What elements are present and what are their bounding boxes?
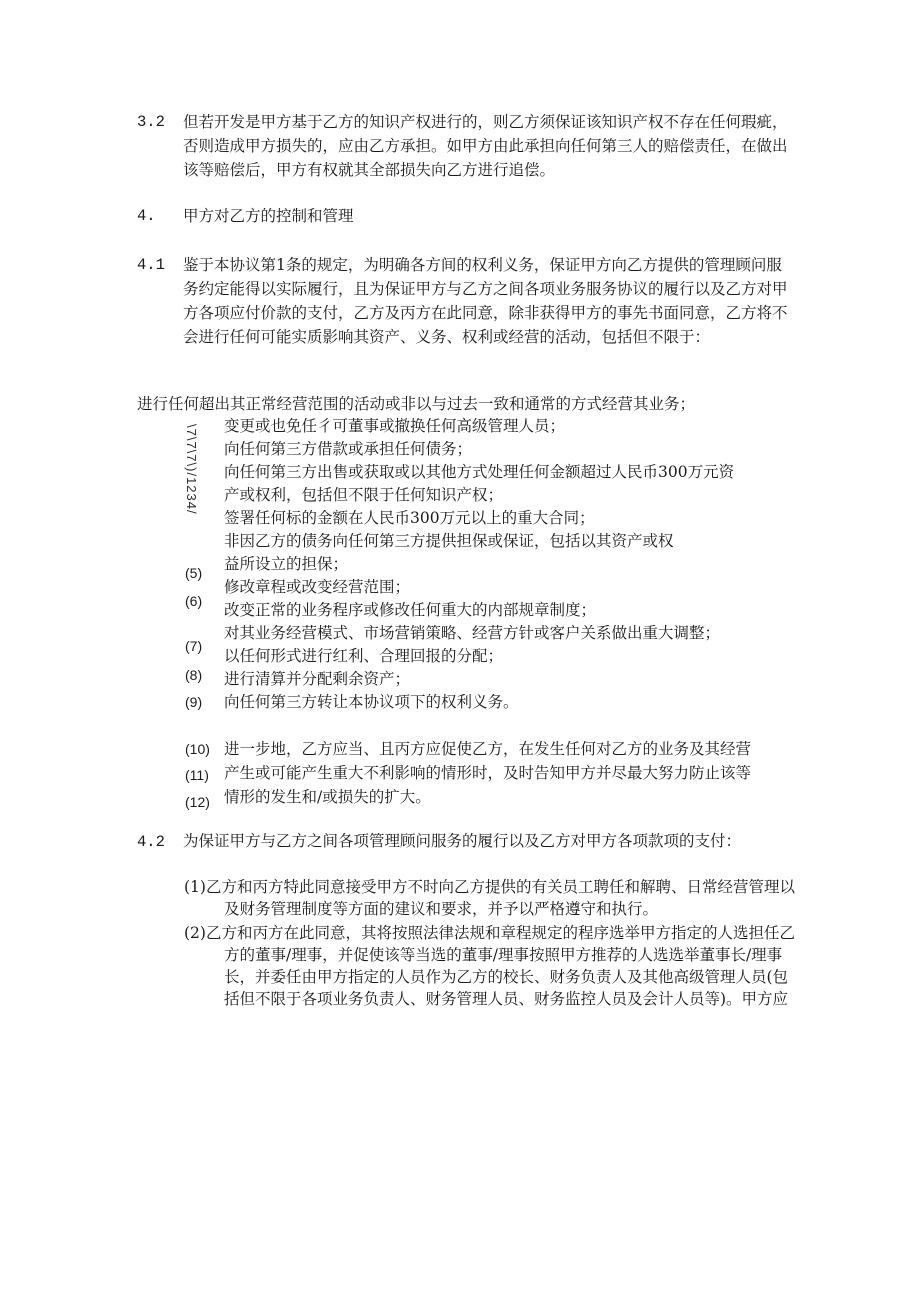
list-item: 修改章程或改变经营范围；	[224, 578, 411, 596]
sub-2-text: (2)乙方和丙方在此同意，其将按照法律法规和章程规定的程序选举甲方指定的人选担任乙方的董事/理事，并促使该等当选的董事/理事按照甲方推荐的人选选举董事长/理事长，并委任由甲方指定的人员作为乙方的校长、财务负责人及其他高级管理人员(包括但不限于各项业务负责人、财务管理人员、财务监控人员及会计人员等)。甲方应	[184, 924, 795, 1008]
list-item: 非因乙方的债务向任何第三方提供担保或保证，包括以其资产或权	[224, 532, 674, 550]
item-marker-cut: (12)	[185, 794, 210, 810]
items-intro: 进行任何超出其正常经营范围的活动或非以与过去一致和通常的方式经营其业务；	[137, 395, 696, 413]
item-marker: (6)	[185, 593, 203, 609]
section-4-2-text: 为保证甲方与乙方之间各项管理顾问服务的履行以及乙方对甲方各项款项的支付：	[183, 832, 742, 850]
list-item: 益所设立的担保；	[224, 555, 349, 573]
sub-1-text: (1)乙方和丙方特此同意接受甲方不时向乙方提供的有关员工聘任和解聘、日常经营管理以及财务管理制度等方面的建议和要求，并予以严格遵守和执行。	[184, 878, 795, 918]
section-number-4-1: 4.1	[137, 256, 165, 274]
list-item: 以任何形式进行红利、合理回报的分配；	[224, 647, 504, 665]
list-item: 向任何第三方转让本协议项下的权利义务。	[224, 693, 519, 711]
vertical-item-marks: \7\7\7\)/1234/	[184, 424, 199, 515]
further-line: 情形的发生和/或损失的扩大。	[224, 788, 431, 806]
section-4-2-sub-2	[184, 922, 796, 1010]
section-number-3-2: 3.2	[137, 113, 165, 131]
list-item: 对其业务经营模式、市场营销策略、经营方针或客户关系做出重大调整；	[224, 624, 721, 642]
further-line: 产生或可能产生重大不利影响的情形时，及时告知甲方并尽最大努力防止该等	[224, 764, 752, 782]
section-number-4-2: 4.2	[137, 833, 165, 851]
section-4-2-sub-1	[184, 876, 796, 920]
item-marker: (11)	[185, 767, 209, 783]
list-item: 变更或也免任彳可董事或撤换任何高级管理人员；	[224, 417, 566, 435]
item-marker: (9)	[185, 694, 203, 710]
list-item: 进行清算并分配剩余资产；	[224, 670, 411, 688]
section-3-2-text: 但若开发是甲方基于乙方的知识产权进行的，则乙方须保证该知识产权不存在任何瑕疵，否则造成甲方损失的，应由乙方承担。如甲方由此承担向任何第三人的赔偿责任，在做出该等赔偿后，甲方有权就其全部损失向乙方进行追偿。	[183, 113, 788, 179]
item-marker: (7)	[185, 638, 203, 654]
list-item: 签署任何标的金额在人民币300万元以上的重大合同；	[224, 509, 595, 527]
section-4-1-text: 鉴于本协议第1条的规定，为明确各方间的权利义务，保证甲方向乙方提供的管理顾问服务约定能得以实际履行，且为保证甲方与乙方之间各项业务服务协议的履行以及乙方对甲方各项应付价款的支付，乙方及丙方在此同意，除非获得甲方的事先书面同意，乙方将不会进行任何可能实质影响其资产、义务、权利或经营的活动，包括但不限于：	[183, 256, 788, 346]
section-number-4: 4.	[137, 207, 156, 225]
further-line: 进一步地，乙方应当、且丙方应促使乙方，在发生任何对乙方的业务及其经营	[224, 740, 752, 758]
item-marker: (5)	[185, 565, 203, 581]
list-item: 向任何第三方出售或获取或以其他方式处理任何金额超过人民币300万元资	[224, 463, 735, 481]
list-item: 产或权利，包括但不限于任何知识产权；	[224, 486, 504, 504]
section-4-heading: 甲方对乙方的控制和管理	[183, 207, 354, 225]
list-item: 向任何第三方借款或承担任何债务；	[224, 440, 473, 458]
list-item: 改变正常的业务程序或修改任何重大的内部规章制度；	[224, 601, 597, 619]
item-marker: (10)	[185, 741, 210, 757]
item-marker: (8)	[185, 667, 203, 683]
